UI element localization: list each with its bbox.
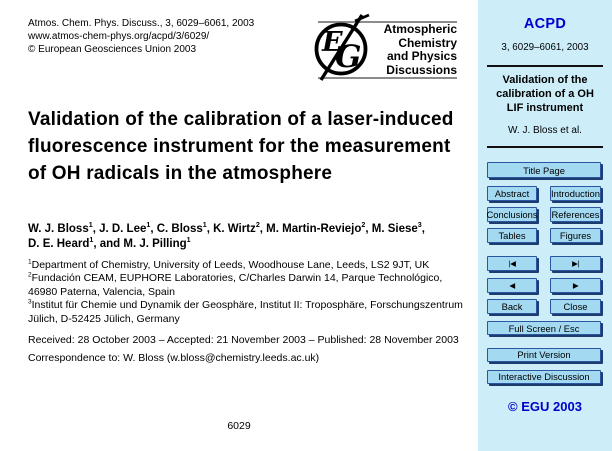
author-list (28, 222, 464, 251)
author-line: D. E. Heard$^1$, and M. J. Pilling$^1$ (28, 235, 191, 250)
affiliation-1: $^1$Department of Chemistry, University of Leeds, Woodhouse Lane, Leeds, LS2 9JT, UK (28, 258, 430, 271)
print-version-button[interactable]: Print Version (487, 348, 601, 362)
figures-button[interactable]: Figures (550, 228, 601, 243)
correspondence: Correspondence to: W. Bloss (w.bloss@chemistry.leeds.ac.uk) (28, 352, 320, 364)
article-title: Validation of the calibration of a laser-induced fluorescence instrument for the measurement of OH radicals in the atmosphere (28, 109, 454, 184)
skip-to-last-icon: ▶| (572, 259, 579, 268)
journal-name-line: Chemistry (398, 35, 457, 50)
fullscreen-button[interactable]: Full Screen / Esc (487, 321, 601, 335)
journal-name-line: Atmospheric (383, 22, 457, 36)
page-number: 6029 (227, 420, 251, 432)
affiliation-2: $^2$Fundación CEAM, EUPHORE Laboratories, C/Charles Darwin 14, Parque Technológico, 46980 Paterna, Valencia, Spain (28, 271, 443, 298)
citation-url: www.atmos-chem-phys.org/acpd/3/6029/ (28, 31, 210, 42)
abstract-button[interactable]: Abstract (487, 186, 537, 201)
next-page-icon: ▶ (572, 280, 579, 290)
affiliations (28, 259, 473, 326)
interactive-discussion-button[interactable]: Interactive Discussion (487, 370, 601, 384)
close-button[interactable]: Close (550, 299, 601, 314)
citation-block (28, 17, 254, 56)
previous-page-icon: ◀ (509, 280, 515, 290)
conclusions-button[interactable]: Conclusions (486, 209, 538, 220)
skip-to-first-icon: |◀ (508, 259, 516, 268)
nav-last-button[interactable] (550, 256, 601, 271)
nav-first-button[interactable] (487, 256, 537, 271)
references-button[interactable]: References (551, 209, 600, 220)
sidebar-paper-title: Validation of the calibration of a OH LIF instrument (496, 74, 594, 114)
introduction-button[interactable]: Introduction (551, 188, 600, 199)
citation-copyright: © European Geosciences Union 2003 (28, 44, 197, 55)
affiliation-3: $^3$Institut für Chemie und Dynamik der Geosphäre, Institut II: Troposphäre, Forschungszentrum Jülich, D-52425 Jülich, Germany (28, 298, 463, 325)
nav-next-button[interactable] (550, 278, 601, 293)
title-page-button[interactable]: Title Page (487, 162, 601, 178)
sidebar-authors-short: W. J. Bloss et al. (508, 125, 582, 136)
journal-name (352, 23, 457, 77)
back-button[interactable]: Back (487, 299, 537, 314)
received-dates: Received: 28 October 2003 – Accepted: 21 November 2003 – Published: 28 November 2003 (28, 334, 459, 346)
sidebar-volume-ref: 3, 6029–6061, 2003 (501, 42, 589, 53)
nav-prev-button[interactable] (487, 278, 537, 293)
sidebar-divider (487, 65, 603, 67)
sidebar-divider (487, 146, 603, 148)
tables-button[interactable]: Tables (487, 228, 537, 243)
svg-text:G: G (335, 39, 362, 75)
sidebar (478, 0, 612, 451)
egu-copyright: © EGU 2003 (508, 399, 582, 414)
author-line: W. J. Bloss$^1$, J. D. Lee$^1$, C. Bloss$^1$, K. Wirtz$^2$, M. Martin-Reviejo$^2$, M. Siese$^3$, (28, 221, 425, 235)
journal-name-line: Discussions (386, 62, 457, 77)
citation-line: Atmos. Chem. Phys. Discuss., 3, 6029–6061, 2003 (28, 18, 255, 29)
svg-text:E: E (322, 27, 343, 58)
sidebar-journal-abbrev: ACPD (523, 16, 567, 32)
journal-name-line: and Physics (386, 49, 457, 63)
